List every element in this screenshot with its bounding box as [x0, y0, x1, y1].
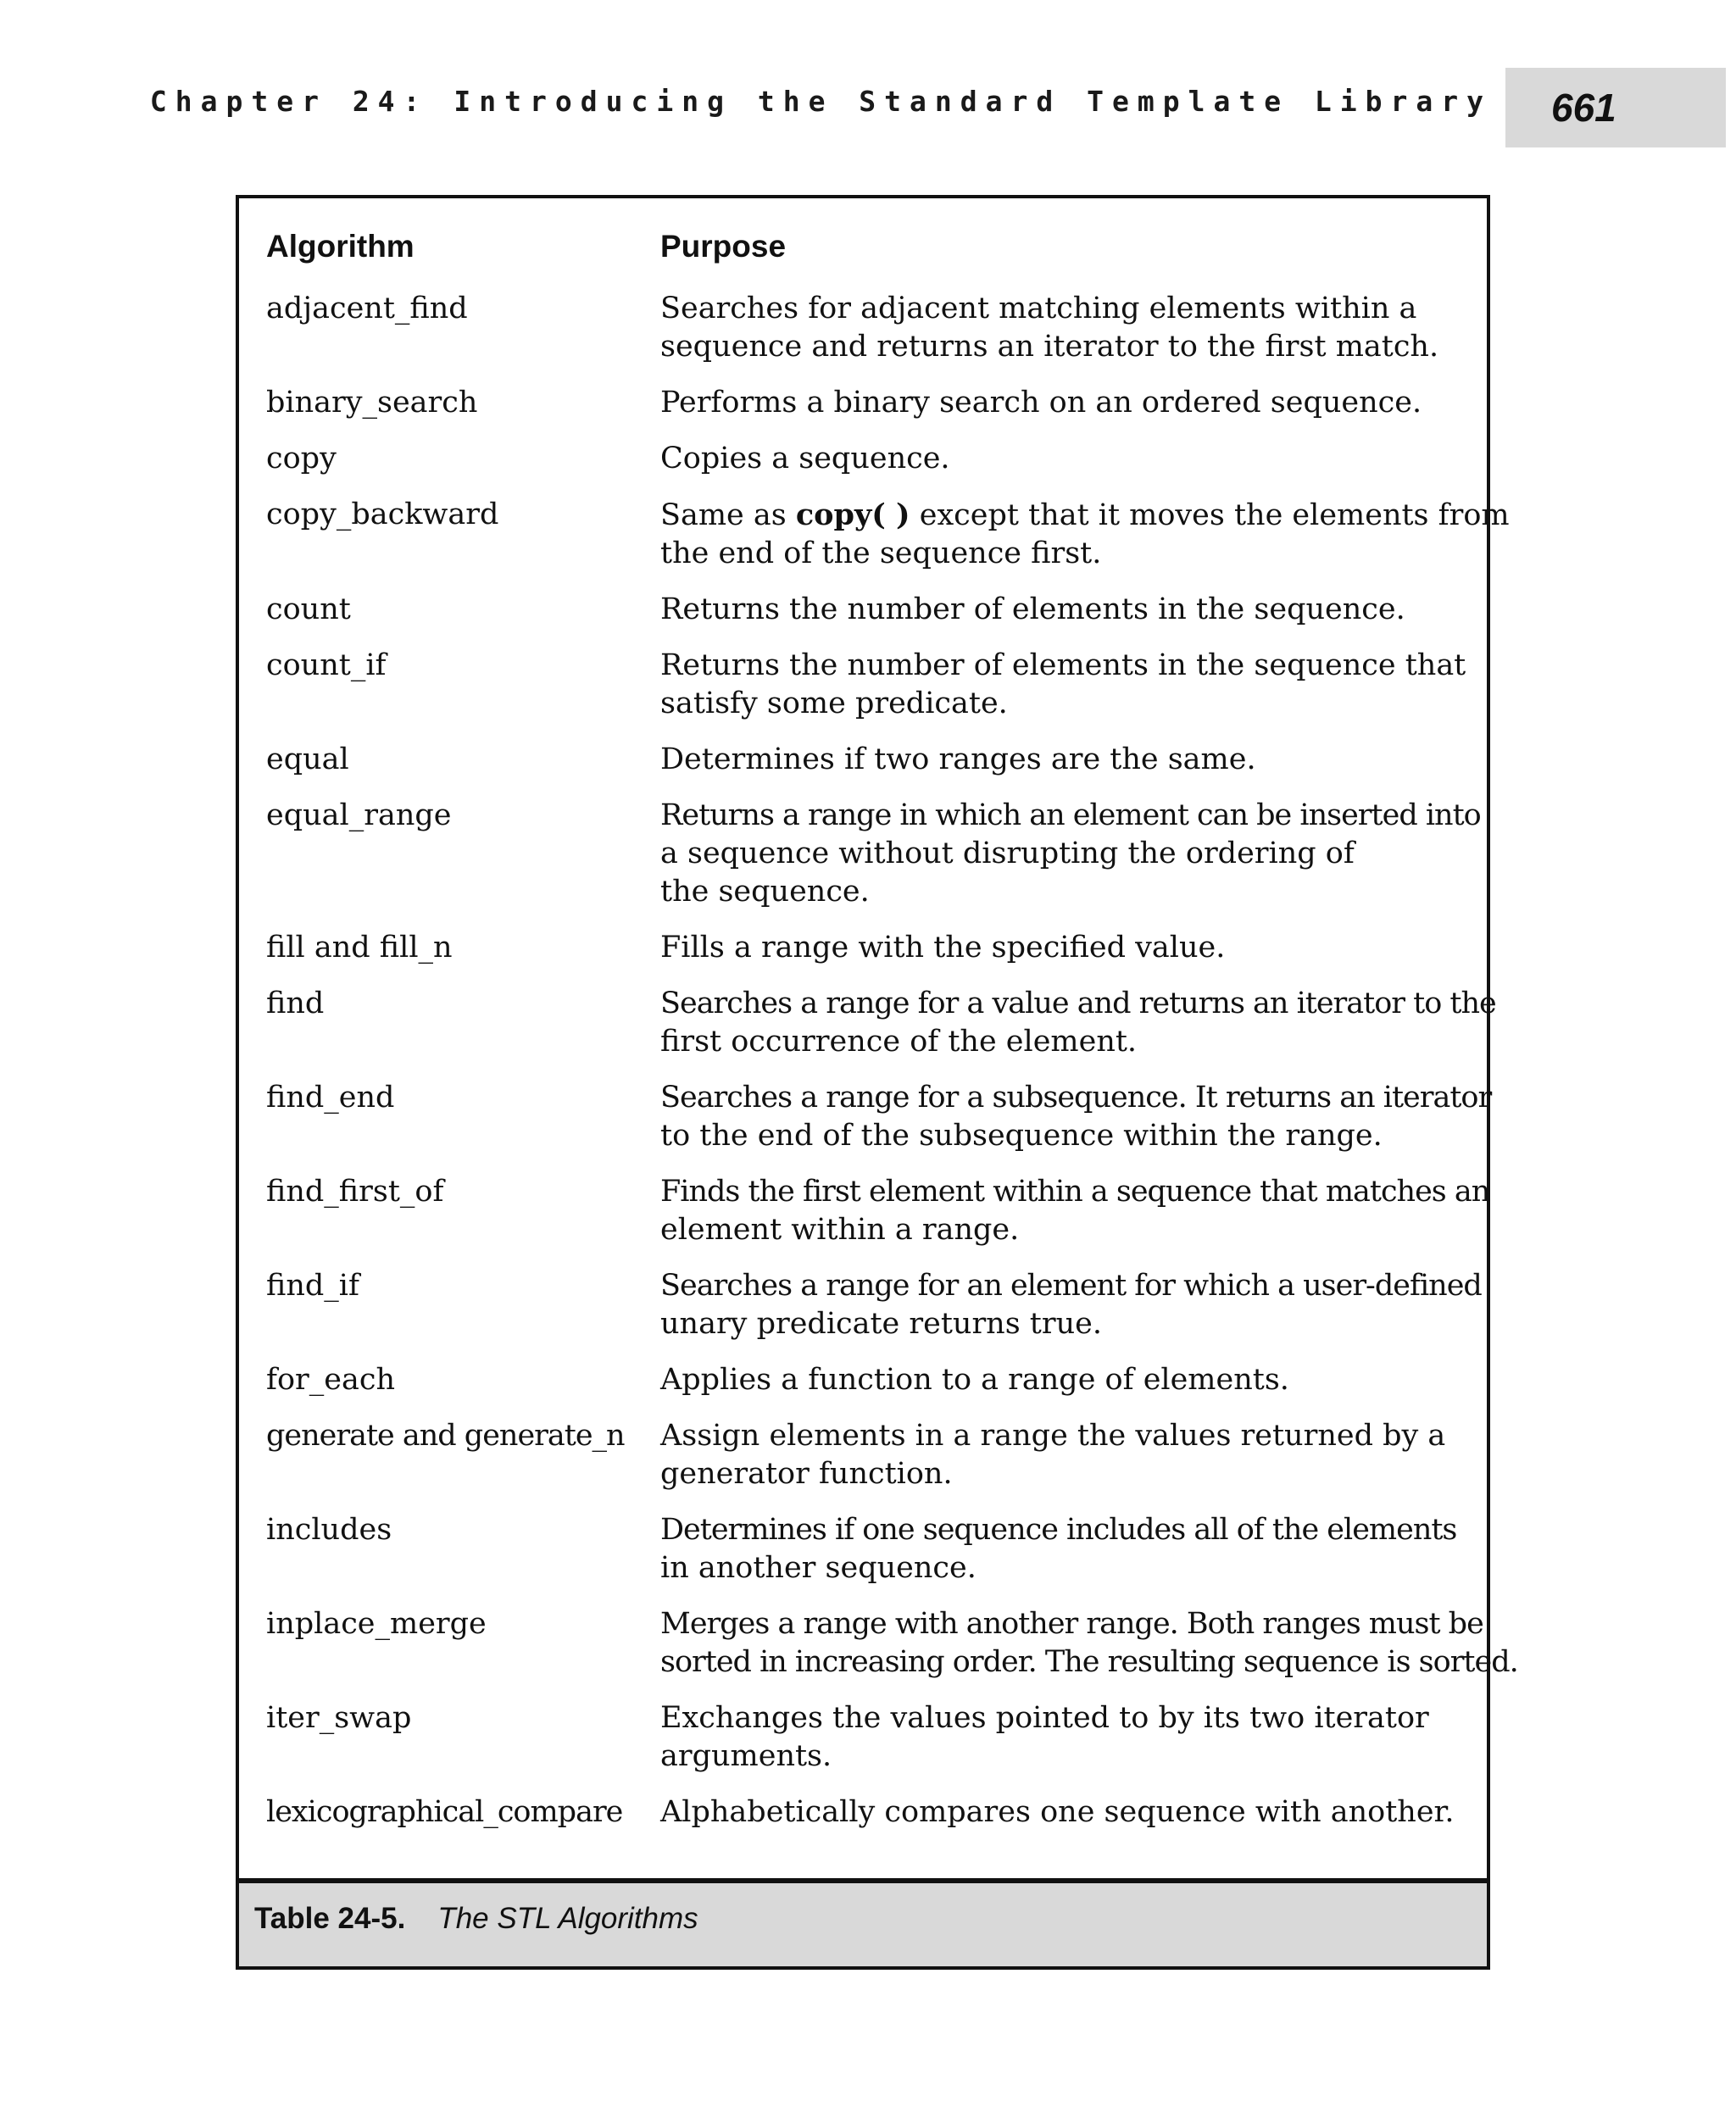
- algorithm-name: find_end: [266, 1081, 395, 1115]
- algorithm-purpose: [660, 741, 1487, 779]
- table-row: [266, 591, 1487, 629]
- table-body: [239, 198, 1518, 1882]
- algorithm-purpose: [660, 985, 1503, 1061]
- table-row: [266, 797, 1487, 911]
- caption-number: Table 24-5.: [254, 1902, 406, 1935]
- purpose-line: Exchanges the values pointed to by its two iterator: [660, 1701, 1429, 1735]
- algorithm-name: find_first_of: [266, 1175, 444, 1209]
- algorithm-purpose: [660, 1173, 1496, 1249]
- purpose-line: Searches a range for an element for which a user-defined: [660, 1269, 1482, 1303]
- algorithm-purpose: [660, 929, 1487, 967]
- table-row: [266, 1361, 1487, 1399]
- algorithm-purpose: [660, 647, 1487, 723]
- algorithm-name: inplace_merge: [266, 1607, 487, 1641]
- algorithm-name: count_if: [266, 648, 387, 682]
- purpose-line: Searches a range for a value and returns an iterator to the: [660, 987, 1496, 1020]
- purpose-line: satisfy some predicate.: [660, 687, 1008, 720]
- table-row: [266, 1417, 1487, 1493]
- table-row: [266, 1793, 1487, 1832]
- purpose-line: Fills a range with the specified value.: [660, 931, 1226, 965]
- purpose-line: Searches a range for a subsequence. It returns an iterator: [660, 1081, 1492, 1115]
- purpose-line: Determines if one sequence includes all of the elements: [660, 1513, 1457, 1547]
- table-row: [266, 1699, 1487, 1776]
- table-row: [266, 929, 1487, 967]
- algorithm-purpose: [660, 1605, 1525, 1682]
- table-row: [266, 1173, 1490, 1249]
- algorithm-name: iter_swap: [266, 1701, 412, 1735]
- purpose-line: Returns a range in which an element can be inserted into: [660, 798, 1481, 832]
- algorithm-purpose: [660, 1511, 1487, 1587]
- table-row: [266, 496, 1510, 573]
- purpose-line: generator function.: [660, 1457, 953, 1491]
- algorithm-purpose: [660, 1793, 1487, 1832]
- algorithm-purpose: [660, 797, 1488, 911]
- purpose-line: sequence and returns an iterator to the first match.: [660, 330, 1439, 364]
- purpose-line: Applies a function to a range of elements.: [660, 1363, 1289, 1397]
- purpose-line: first occurrence of the element.: [660, 1025, 1138, 1059]
- algorithm-name: find_if: [266, 1269, 359, 1303]
- table-caption: [239, 1878, 1487, 1966]
- algorithm-purpose: [660, 1267, 1488, 1343]
- purpose-line: to the end of the subsequence within the range.: [660, 1119, 1383, 1153]
- purpose-text: except that it moves the elements from: [910, 498, 1510, 532]
- purpose-line: a sequence without disrupting the ordering of: [660, 837, 1355, 870]
- algorithm-name: for_each: [266, 1363, 395, 1397]
- purpose-line: the end of the sequence first.: [660, 536, 1102, 570]
- algorithm-name: equal: [266, 742, 349, 776]
- column-header-algorithm: Algorithm: [266, 229, 415, 264]
- algorithm-purpose: [660, 1417, 1487, 1493]
- stl-algorithms-table: [236, 195, 1518, 1970]
- table-row: [266, 1511, 1487, 1587]
- algorithm-name: adjacent_find: [266, 292, 468, 325]
- table-row: [266, 440, 1487, 478]
- caption-title: The STL Algorithms: [437, 1902, 698, 1935]
- purpose-line: in another sequence.: [660, 1551, 976, 1585]
- algorithm-name: fill and fill_n: [266, 931, 453, 965]
- purpose-line: Returns the number of elements in the sequence.: [660, 592, 1405, 626]
- algorithm-purpose: [660, 440, 1487, 478]
- caption-label: [254, 1902, 698, 1936]
- table-row: [266, 985, 1496, 1061]
- algorithm-purpose: [660, 1361, 1487, 1399]
- algorithm-name: copy_backward: [266, 498, 499, 531]
- purpose-line: [660, 496, 1510, 535]
- table-row: [266, 741, 1487, 779]
- code-reference: copy( ): [795, 498, 910, 532]
- table-row: [266, 290, 1487, 366]
- algorithm-name: binary_search: [266, 386, 478, 420]
- table-row: [266, 647, 1487, 723]
- algorithm-name: includes: [266, 1513, 392, 1547]
- purpose-line: Performs a binary search on an ordered sequence.: [660, 386, 1422, 420]
- algorithm-name: find: [266, 987, 325, 1020]
- table-header-row: [266, 229, 1487, 276]
- algorithm-purpose: [660, 591, 1487, 629]
- purpose-line: the sequence.: [660, 875, 870, 909]
- algorithm-name: lexicographical_compare: [266, 1795, 623, 1829]
- algorithm-name: generate and generate_n: [266, 1419, 625, 1453]
- table-row: [266, 1267, 1487, 1343]
- purpose-line: Merges a range with another range. Both ranges must be: [660, 1607, 1483, 1641]
- purpose-line: arguments.: [660, 1739, 832, 1773]
- purpose-line: Copies a sequence.: [660, 442, 950, 475]
- chapter-label: Chapter 24:: [149, 85, 429, 118]
- running-header: [0, 85, 1492, 118]
- algorithm-name: equal_range: [266, 798, 452, 832]
- purpose-line: Assign elements in a range the values returned by a: [660, 1419, 1446, 1453]
- table-row: [266, 1079, 1492, 1155]
- algorithm-purpose: [660, 1079, 1498, 1155]
- purpose-line: Determines if two ranges are the same.: [660, 742, 1256, 776]
- algorithm-purpose: [660, 496, 1516, 573]
- purpose-line: element within a range.: [660, 1213, 1020, 1247]
- algorithm-name: copy: [266, 442, 337, 475]
- chapter-title: Introducing the Standard Template Library: [453, 85, 1492, 118]
- algorithm-purpose: [660, 290, 1487, 366]
- column-header-purpose: Purpose: [660, 229, 787, 264]
- purpose-line: unary predicate returns true.: [660, 1307, 1102, 1341]
- algorithm-purpose: [660, 1699, 1487, 1776]
- purpose-line: Searches for adjacent matching elements within a: [660, 292, 1417, 325]
- purpose-line: Finds the first element within a sequence that matches an: [660, 1175, 1490, 1209]
- purpose-text: Same as: [660, 498, 796, 532]
- table-row: [266, 384, 1487, 422]
- purpose-line: Alphabetically compares one sequence with another.: [660, 1795, 1455, 1829]
- algorithm-name: count: [266, 592, 351, 626]
- purpose-line: Returns the number of elements in the sequence that: [660, 648, 1466, 682]
- table-row: [266, 1605, 1518, 1682]
- algorithm-purpose: [660, 384, 1487, 422]
- page-number: 661: [1551, 86, 1616, 130]
- purpose-line: sorted in increasing order. The resulting sequence is sorted.: [660, 1645, 1518, 1679]
